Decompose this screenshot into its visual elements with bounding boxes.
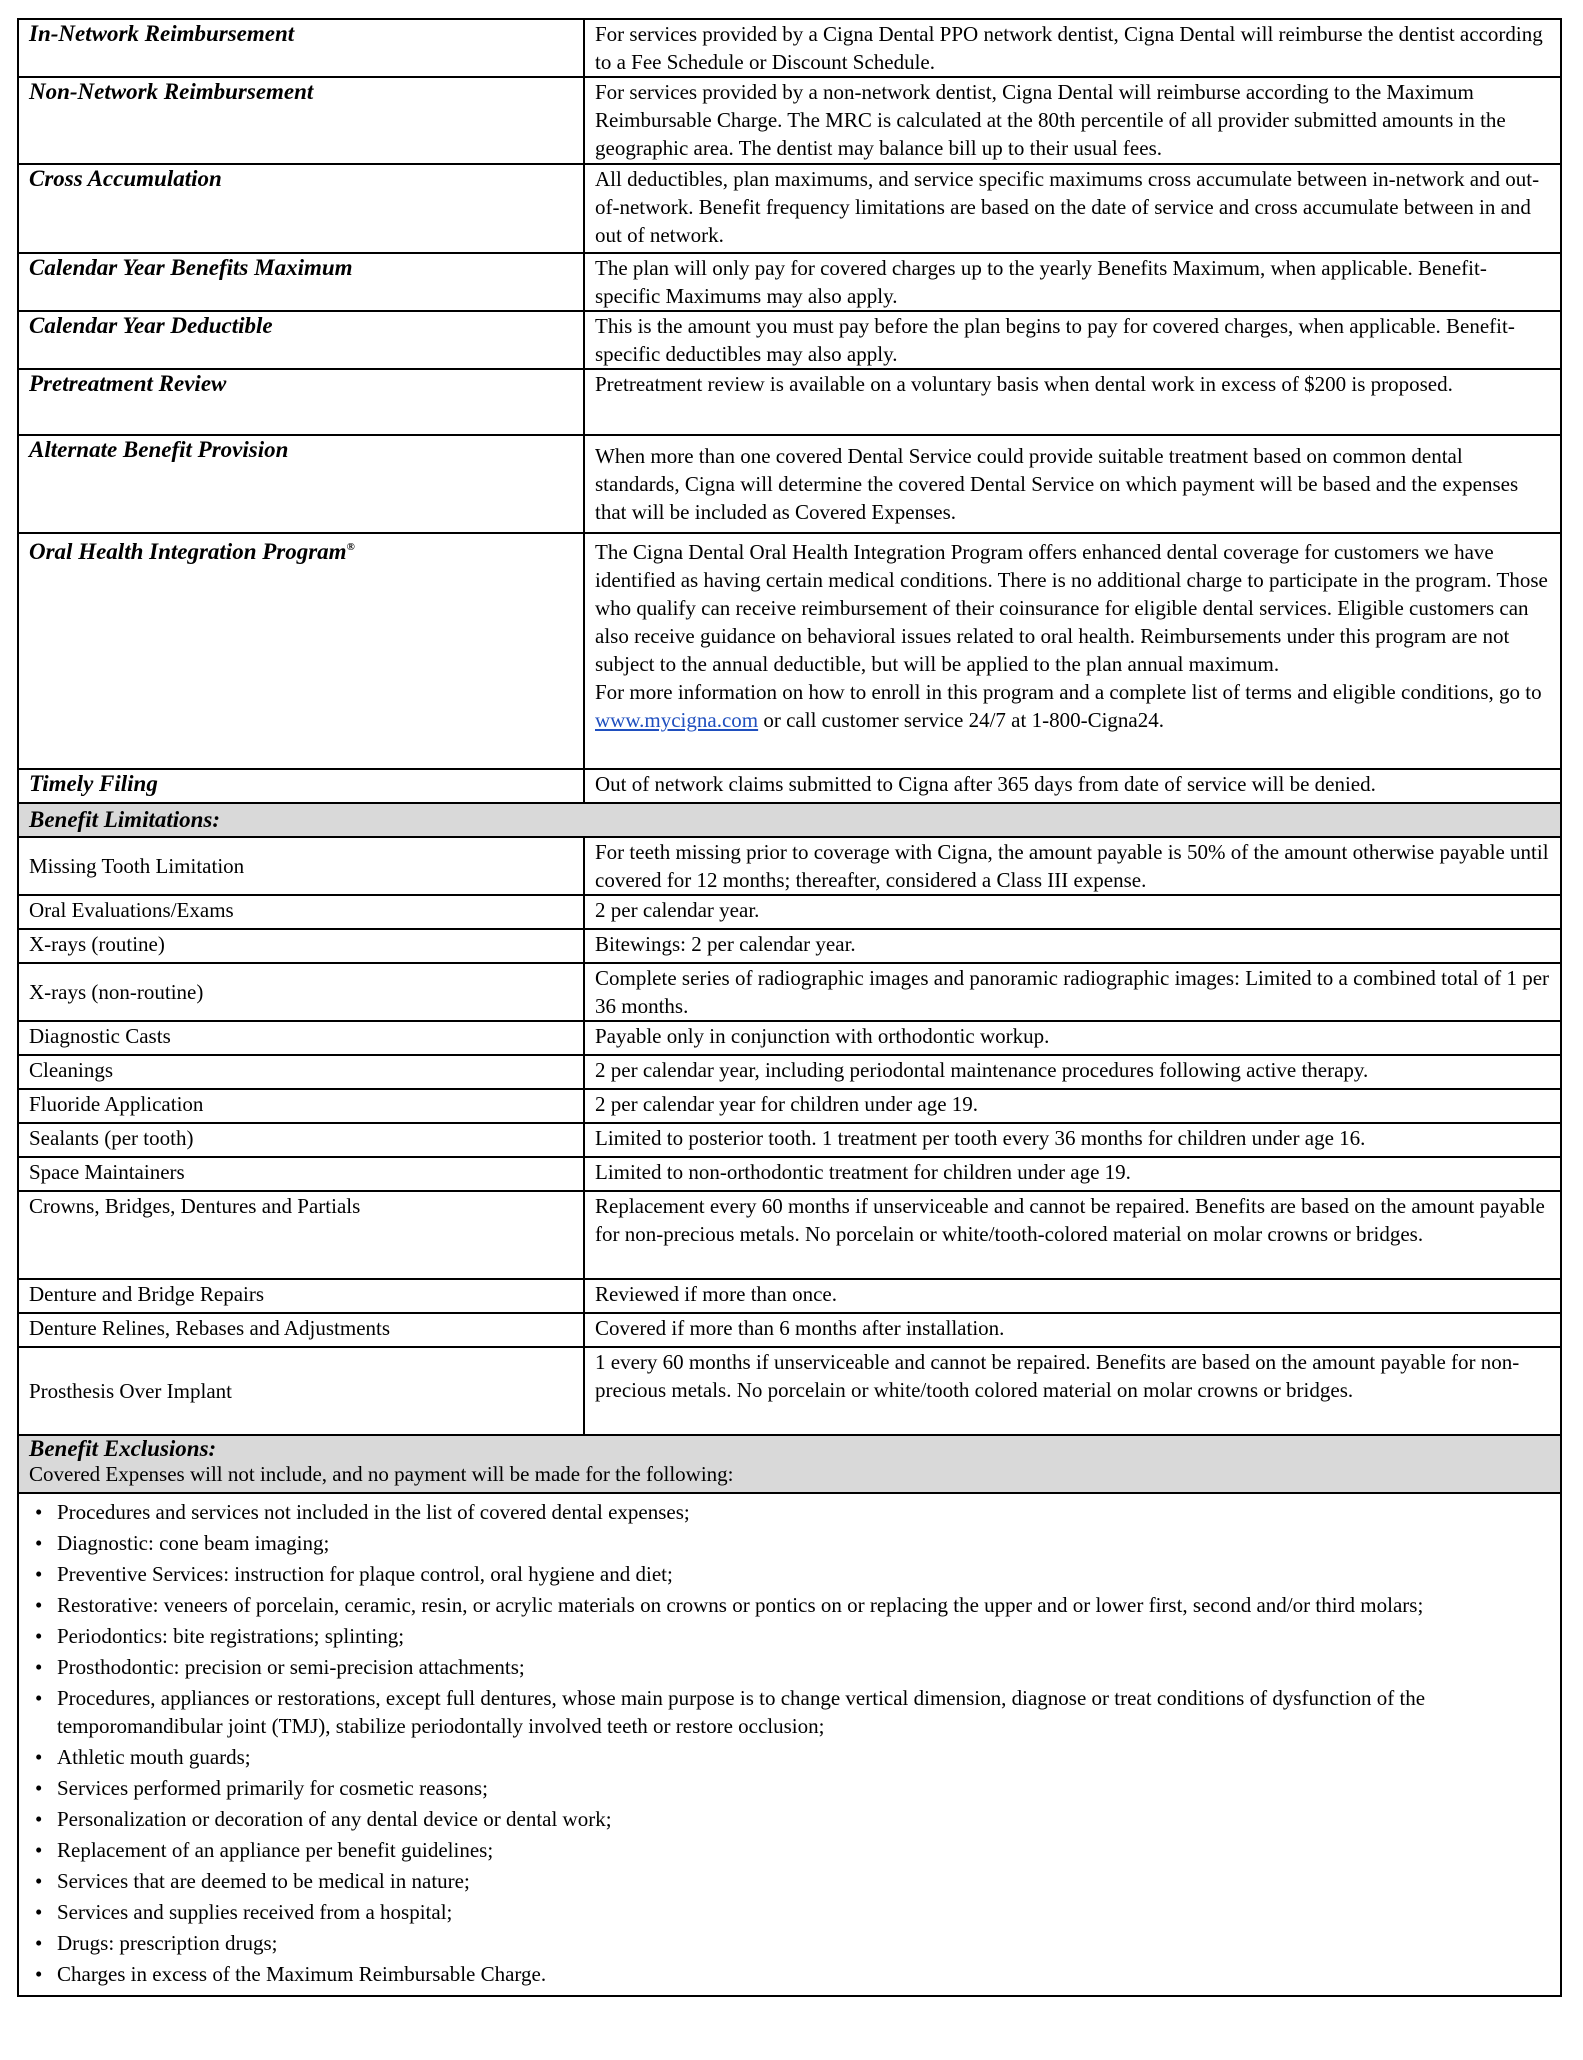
list-item bbox=[33, 1960, 1552, 1988]
exclusion-text: Restorative: veneers of porcelain, ceramic, resin, or acrylic materials on crowns or pontics on or replacing the upper and or lower first, second and/or third molars; bbox=[57, 1593, 1424, 1617]
exclusions-header bbox=[18, 1435, 1561, 1493]
limitation-detail: Covered if more than 6 months after installation. bbox=[584, 1313, 1561, 1347]
limitation-row bbox=[18, 1279, 1561, 1313]
list-item bbox=[33, 1929, 1552, 1957]
exclusions-header-row bbox=[18, 1435, 1561, 1493]
limitation-label: X-rays (routine) bbox=[18, 929, 584, 963]
exclusion-text: Preventive Services: instruction for plaque control, oral hygiene and diet; bbox=[57, 1562, 673, 1586]
limitation-row bbox=[18, 963, 1561, 1021]
exclusion-text: Services performed primarily for cosmetic reasons; bbox=[57, 1776, 488, 1800]
limitation-row bbox=[18, 1347, 1561, 1435]
term-cell: Cross Accumulation bbox=[18, 164, 584, 253]
list-item bbox=[33, 1684, 1552, 1740]
limitation-label: Denture Relines, Rebases and Adjustments bbox=[18, 1313, 584, 1347]
term-cell: Calendar Year Deductible bbox=[18, 311, 584, 369]
limitation-row bbox=[18, 1313, 1561, 1347]
bullet-icon: • bbox=[35, 1745, 43, 1769]
limitation-label: Prosthesis Over Implant bbox=[18, 1347, 584, 1435]
limitation-detail: 2 per calendar year for children under age 19. bbox=[584, 1089, 1561, 1123]
definition-cell: When more than one covered Dental Service could provide suitable treatment based on common dental standards, Cigna will determine the covered Dental Service on which payment will be based and the expenses that will be included as Covered Expenses. bbox=[584, 435, 1561, 533]
exclusion-text: Services and supplies received from a hospital; bbox=[57, 1900, 453, 1924]
limitation-row bbox=[18, 929, 1561, 963]
term-cell bbox=[18, 533, 584, 769]
bullet-icon: • bbox=[35, 1686, 43, 1710]
ohip-more-info bbox=[595, 678, 1552, 734]
list-item bbox=[33, 1743, 1552, 1771]
definition-cell: For services provided by a non-network dentist, Cigna Dental will reimburse according to the Maximum Reimbursable Charge. The MRC is calculated at the 80th percentile of all provider submitted amounts in the geographic area. The dentist may balance bill up to their usual fees. bbox=[584, 77, 1561, 164]
exclusion-text: Drugs: prescription drugs; bbox=[57, 1931, 278, 1955]
ohip-more-after: or call customer service 24/7 at 1-800-Cigna24. bbox=[758, 708, 1164, 732]
bullet-icon: • bbox=[35, 1531, 43, 1555]
registered-mark: ® bbox=[346, 541, 355, 553]
limitation-detail: Replacement every 60 months if unserviceable and cannot be repaired. Benefits are based on the amount payable for non-precious metals. No porcelain or white/tooth-colored material on molar crowns or bridges. bbox=[584, 1191, 1561, 1279]
list-item bbox=[33, 1529, 1552, 1557]
list-item bbox=[33, 1653, 1552, 1681]
limitation-label: Cleanings bbox=[18, 1055, 584, 1089]
list-item bbox=[33, 1774, 1552, 1802]
limitation-detail: 2 per calendar year. bbox=[584, 895, 1561, 929]
exclusion-text: Prosthodontic: precision or semi-precision attachments; bbox=[57, 1655, 525, 1679]
limitation-detail: Reviewed if more than once. bbox=[584, 1279, 1561, 1313]
limitation-label: Missing Tooth Limitation bbox=[18, 837, 584, 895]
exclusions-list-row bbox=[18, 1493, 1561, 1996]
limitation-detail: Limited to posterior tooth. 1 treatment per tooth every 36 months for children under age 16. bbox=[584, 1123, 1561, 1157]
limitation-row bbox=[18, 1191, 1561, 1279]
limitation-detail: 1 every 60 months if unserviceable and cannot be repaired. Benefits are based on the amount payable for non-precious metals. No porcelain or white/tooth colored material on molar crowns or bridges. bbox=[584, 1347, 1561, 1435]
bullet-icon: • bbox=[35, 1807, 43, 1831]
limitation-label: Diagnostic Casts bbox=[18, 1021, 584, 1055]
exclusion-text: Replacement of an appliance per benefit guidelines; bbox=[57, 1838, 494, 1862]
definition-cell: For services provided by a Cigna Dental PPO network dentist, Cigna Dental will reimburse the dentist according to a Fee Schedule or Discount Schedule. bbox=[584, 19, 1561, 77]
limitation-label: Fluoride Application bbox=[18, 1089, 584, 1123]
definition-cell: Out of network claims submitted to Cigna after 365 days from date of service will be denied. bbox=[584, 769, 1561, 803]
definition-cell: All deductibles, plan maximums, and service specific maximums cross accumulate between in-network and out-of-network. Benefit frequency limitations are based on the date of service and cross accumulate between in and out of network. bbox=[584, 164, 1561, 253]
bullet-icon: • bbox=[35, 1776, 43, 1800]
limitations-header-row bbox=[18, 803, 1561, 837]
exclusion-text: Procedures and services not included in the list of covered dental expenses; bbox=[57, 1500, 690, 1524]
bullet-icon: • bbox=[35, 1962, 43, 1986]
bullet-icon: • bbox=[35, 1869, 43, 1893]
list-item bbox=[33, 1898, 1552, 1926]
limitation-label: Crowns, Bridges, Dentures and Partials bbox=[18, 1191, 584, 1279]
list-item bbox=[33, 1560, 1552, 1588]
term-cell: Non-Network Reimbursement bbox=[18, 77, 584, 164]
exclusion-text: Diagnostic: cone beam imaging; bbox=[57, 1531, 330, 1555]
limitations-header bbox=[18, 803, 1561, 837]
definition-cell: The plan will only pay for covered charges up to the yearly Benefits Maximum, when applicable. Benefit-specific Maximums may also apply. bbox=[584, 253, 1561, 311]
exclusions-list-cell bbox=[18, 1493, 1561, 1996]
bullet-icon: • bbox=[35, 1931, 43, 1955]
bullet-icon: • bbox=[35, 1655, 43, 1679]
limitation-label: Oral Evaluations/Exams bbox=[18, 895, 584, 929]
limitation-detail: For teeth missing prior to coverage with Cigna, the amount payable is 50% of the amount otherwise payable until covered for 12 months; thereafter, considered a Class III expense. bbox=[584, 837, 1561, 895]
mycigna-link[interactable]: www.mycigna.com bbox=[595, 708, 759, 732]
definition-row bbox=[18, 19, 1561, 77]
limitations-title: Benefit Limitations: bbox=[29, 807, 221, 832]
benefits-table bbox=[17, 18, 1562, 1997]
bullet-icon: • bbox=[35, 1900, 43, 1924]
limitation-row bbox=[18, 837, 1561, 895]
limitation-detail: Payable only in conjunction with orthodontic workup. bbox=[584, 1021, 1561, 1055]
list-item bbox=[33, 1805, 1552, 1833]
list-item bbox=[33, 1836, 1552, 1864]
definition-row bbox=[18, 435, 1561, 533]
exclusion-text: Procedures, appliances or restorations, except full dentures, whose main purpose is to change vertical dimension, diagnose or treat conditions of dysfunction of the temporomandibular joint (TMJ), stabilize periodontally involved teeth or restore occlusion; bbox=[57, 1686, 1426, 1738]
exclusion-text: Athletic mouth guards; bbox=[57, 1745, 251, 1769]
definition-row bbox=[18, 164, 1561, 253]
exclusions-list bbox=[33, 1494, 1552, 1995]
limitation-row bbox=[18, 1021, 1561, 1055]
limitation-label: Denture and Bridge Repairs bbox=[18, 1279, 584, 1313]
exclusion-text: Charges in excess of the Maximum Reimbursable Charge. bbox=[57, 1962, 547, 1986]
definition-row bbox=[18, 369, 1561, 435]
term-cell: Pretreatment Review bbox=[18, 369, 584, 435]
term-cell: Calendar Year Benefits Maximum bbox=[18, 253, 584, 311]
bullet-icon: • bbox=[35, 1838, 43, 1862]
bullet-icon: • bbox=[35, 1593, 43, 1617]
ohip-more-before: For more information on how to enroll in this program and a complete list of terms and eligible conditions, go to bbox=[595, 680, 1542, 704]
limitation-row bbox=[18, 1123, 1561, 1157]
exclusions-subtitle: Covered Expenses will not include, and no payment will be made for the following: bbox=[29, 1462, 734, 1486]
definition-row bbox=[18, 253, 1561, 311]
limitation-detail: 2 per calendar year, including periodontal maintenance procedures following active therapy. bbox=[584, 1055, 1561, 1089]
exclusion-text: Services that are deemed to be medical in nature; bbox=[57, 1869, 470, 1893]
limitation-label: X-rays (non-routine) bbox=[18, 963, 584, 1021]
definition-cell: Pretreatment review is available on a voluntary basis when dental work in excess of $200 is proposed. bbox=[584, 369, 1561, 435]
definition-row bbox=[18, 77, 1561, 164]
limitation-detail: Complete series of radiographic images and panoramic radiographic images: Limited to a combined total of 1 per 36 months. bbox=[584, 963, 1561, 1021]
term-cell: Timely Filing bbox=[18, 769, 584, 803]
definition-cell bbox=[584, 533, 1561, 769]
limitation-label: Sealants (per tooth) bbox=[18, 1123, 584, 1157]
limitation-detail: Limited to non-orthodontic treatment for children under age 19. bbox=[584, 1157, 1561, 1191]
limitation-row bbox=[18, 1157, 1561, 1191]
term-cell: In-Network Reimbursement bbox=[18, 19, 584, 77]
list-item bbox=[33, 1591, 1552, 1619]
limitation-row bbox=[18, 1089, 1561, 1123]
ohip-description: The Cigna Dental Oral Health Integration Program offers enhanced dental coverage for customers we have identified as having certain medical conditions. There is no additional charge to participate in the program. Those who qualify can receive reimbursement of their coinsurance for eligible dental services. Eligible customers can also receive guidance on behavioral issues related to oral health. Reimbursements under this program are not subject to the annual deductible, but will be applied to the plan annual maximum. bbox=[595, 540, 1548, 676]
limitation-row bbox=[18, 1055, 1561, 1089]
bullet-icon: • bbox=[35, 1624, 43, 1648]
list-item bbox=[33, 1622, 1552, 1650]
term-cell: Alternate Benefit Provision bbox=[18, 435, 584, 533]
limitation-detail: Bitewings: 2 per calendar year. bbox=[584, 929, 1561, 963]
definition-row-ohip bbox=[18, 533, 1561, 769]
exclusion-text: Personalization or decoration of any dental device or dental work; bbox=[57, 1807, 612, 1831]
exclusions-title: Benefit Exclusions: bbox=[29, 1436, 217, 1461]
bullet-icon: • bbox=[35, 1562, 43, 1586]
definition-cell: This is the amount you must pay before the plan begins to pay for covered charges, when applicable. Benefit-specific deductibles may also apply. bbox=[584, 311, 1561, 369]
definition-row bbox=[18, 311, 1561, 369]
list-item bbox=[33, 1498, 1552, 1526]
list-item bbox=[33, 1867, 1552, 1895]
exclusion-text: Periodontics: bite registrations; splinting; bbox=[57, 1624, 405, 1648]
bullet-icon: • bbox=[35, 1500, 43, 1524]
benefits-document bbox=[17, 18, 1560, 1997]
definition-row bbox=[18, 769, 1561, 803]
ohip-term: Oral Health Integration Program bbox=[29, 539, 347, 564]
limitation-row bbox=[18, 895, 1561, 929]
limitation-label: Space Maintainers bbox=[18, 1157, 584, 1191]
